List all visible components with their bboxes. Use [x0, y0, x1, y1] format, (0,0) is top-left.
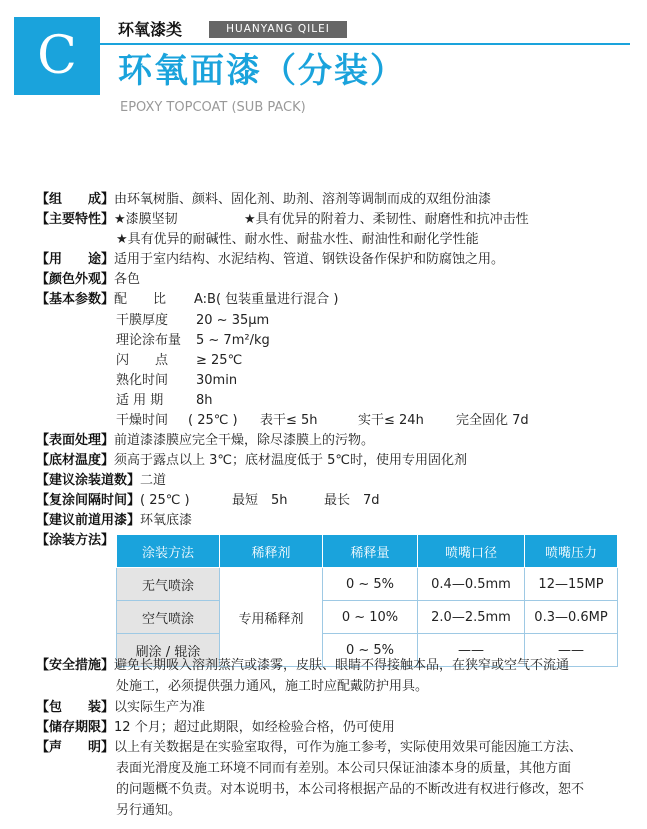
ripen-key: 熟化时间: [116, 373, 169, 388]
ratio-key: 配 比: [114, 292, 167, 307]
category-en-tag: HUANYANG QILEI: [209, 21, 347, 38]
color-row: [36, 270, 140, 289]
product-subtitle: EPOXY TOPCOAT (SUB PACK): [120, 100, 306, 115]
recoat-max: 最长 7d: [324, 493, 380, 508]
method-row: [36, 531, 114, 550]
substrate-text: 须高于露点以上 3℃；底材温度低于 5℃时，使用专用固化剂: [114, 453, 468, 468]
recoat-row: [36, 491, 380, 510]
passes-row: [36, 471, 166, 490]
table-header: 喷嘴口径: [418, 535, 525, 568]
pressure-cell: 12—15MP: [525, 568, 618, 601]
method-label: 【涂装方法】: [36, 533, 115, 548]
statement-row: [36, 738, 582, 757]
primer-row: [36, 511, 192, 530]
feature-resistance: ★具有优异的耐碱性、耐水性、耐盐水性、耐油性和耐化学性能: [116, 232, 479, 247]
params-row: [36, 290, 338, 309]
composition-label: 【组 成】: [36, 192, 115, 207]
application-table: [116, 534, 618, 667]
ripen-value: 30min: [196, 373, 238, 388]
dry-row: [116, 411, 529, 430]
dry-hard: 实干≤ 24h: [358, 413, 424, 428]
amount-cell: 0 ~ 5%: [323, 634, 418, 667]
ratio-value: A:B( 包装重量进行混合 ): [194, 292, 339, 307]
thinner-cell: 专用稀释剂: [220, 568, 323, 667]
table-header-row: [117, 535, 618, 568]
safety-row: [36, 656, 569, 675]
category-letter-box: [14, 17, 100, 95]
category-letter: C: [37, 26, 77, 86]
surface-label: 【表面处理】: [36, 433, 115, 448]
table-header: 稀释量: [323, 535, 418, 568]
primer-label: 【建议前道用漆】: [36, 513, 141, 528]
dry-key: 干燥时间: [116, 413, 169, 428]
flash-value: ≥ 25℃: [196, 353, 243, 368]
thickness-key: 干膜厚度: [116, 313, 169, 328]
pressure-cell: 0.3—0.6MP: [525, 601, 618, 634]
statement-line2: 表面光滑度及施工环境不同而有差别。本公司只保证油漆本身的质量，其他方面: [116, 761, 572, 776]
coverage-value: 5 ~ 7m²/kg: [196, 333, 270, 348]
statement-line3: 的问题概不负责。对本说明书，本公司将根据产品的不断改进有权进行修改，恕不: [116, 782, 585, 797]
flash-key: 闪 点: [116, 353, 169, 368]
packing-label: 【包 装】: [36, 700, 115, 715]
method-cell: 空气喷涂: [117, 601, 220, 634]
primer-text: 环氧底漆: [140, 513, 193, 528]
color-text: 各色: [114, 272, 141, 287]
method-cell: 无气喷涂: [117, 568, 220, 601]
pot-value: 8h: [196, 393, 213, 408]
table-row: [117, 568, 618, 601]
pot-key: 适 用 期: [116, 393, 164, 408]
ripen-row: [116, 371, 237, 390]
usage-text: 适用于室内结构、水泥结构、管道、钢铁设备作保护和防腐蚀之用。: [114, 252, 505, 267]
safety-line2: 处施工，必须提供强力通风，施工时应配戴防护用具。: [116, 679, 429, 694]
storage-text: 12 个月；超过此期限，如经检验合格，仍可使用: [114, 720, 395, 735]
passes-label: 【建议涂装道数】: [36, 473, 141, 488]
nozzle-cell: 2.0—2.5mm: [418, 601, 525, 634]
statement-line1: 以上有关数据是在实验室取得，可作为施工参考，实际使用效果可能因施工方法、: [114, 740, 583, 755]
recoat-temp: ( 25℃ ): [140, 493, 190, 508]
pot-row: [116, 391, 213, 410]
category-title: 环氧漆类: [118, 20, 183, 39]
coverage-key: 理论涂布量: [116, 333, 182, 348]
feature-adhesion: ★具有优异的附着力、柔韧性、耐磨性和抗冲击性: [244, 212, 529, 227]
product-title: 环氧面漆（分装）: [118, 51, 406, 91]
substrate-row: [36, 451, 467, 470]
color-label: 【颜色外观】: [36, 272, 115, 287]
packing-text: 以实际生产为准: [114, 700, 206, 715]
feature-toughness: ★漆膜坚韧: [114, 212, 178, 227]
statement-line4: 另行通知。: [116, 803, 182, 818]
header-divider: [100, 43, 630, 45]
dry-surface: 表干≤ 5h: [260, 413, 318, 428]
dry-temp: ( 25℃ ): [188, 413, 238, 428]
nozzle-cell: ——: [418, 634, 525, 667]
passes-text: 二道: [140, 473, 167, 488]
table-header: 喷嘴压力: [525, 535, 618, 568]
table-header: 稀释剂: [220, 535, 323, 568]
features-label: 【主要特性】: [36, 212, 115, 227]
surface-text: 前道漆漆膜应完全干燥，除尽漆膜上的污物。: [114, 433, 375, 448]
recoat-label: 【复涂间隔时间】: [36, 493, 141, 508]
composition-row: [36, 190, 491, 209]
features-row: [36, 210, 529, 229]
surface-row: [36, 431, 374, 450]
safety-line1: 避免长期吸入溶剂蒸汽或漆雾，皮肤、眼睛不得接触本品，在狭窄或空气不流通: [114, 658, 570, 673]
packing-row: [36, 698, 205, 717]
pressure-cell: ——: [525, 634, 618, 667]
substrate-label: 【底材温度】: [36, 453, 115, 468]
coverage-row: [116, 331, 270, 350]
composition-text: 由环氧树脂、颜料、固化剂、助剂、溶剂等调制而成的双组份油漆: [114, 192, 492, 207]
amount-cell: 0 ~ 5%: [323, 568, 418, 601]
table-header: 涂装方法: [117, 535, 220, 568]
usage-row: [36, 250, 504, 269]
usage-label: 【用 途】: [36, 252, 115, 267]
method-cell: 刷涂 / 辊涂: [117, 634, 220, 667]
thickness-row: [116, 311, 269, 330]
flash-row: [116, 351, 242, 370]
params-label: 【基本参数】: [36, 292, 115, 307]
storage-row: [36, 718, 395, 737]
nozzle-cell: 0.4—0.5mm: [418, 568, 525, 601]
statement-label: 【声 明】: [36, 740, 115, 755]
table-row: [117, 601, 618, 634]
dry-full: 完全固化 7d: [456, 413, 529, 428]
storage-label: 【储存期限】: [36, 720, 115, 735]
thickness-value: 20 ~ 35μm: [196, 313, 270, 328]
safety-label: 【安全措施】: [36, 658, 115, 673]
recoat-min: 最短 5h: [232, 493, 288, 508]
amount-cell: 0 ~ 10%: [323, 601, 418, 634]
